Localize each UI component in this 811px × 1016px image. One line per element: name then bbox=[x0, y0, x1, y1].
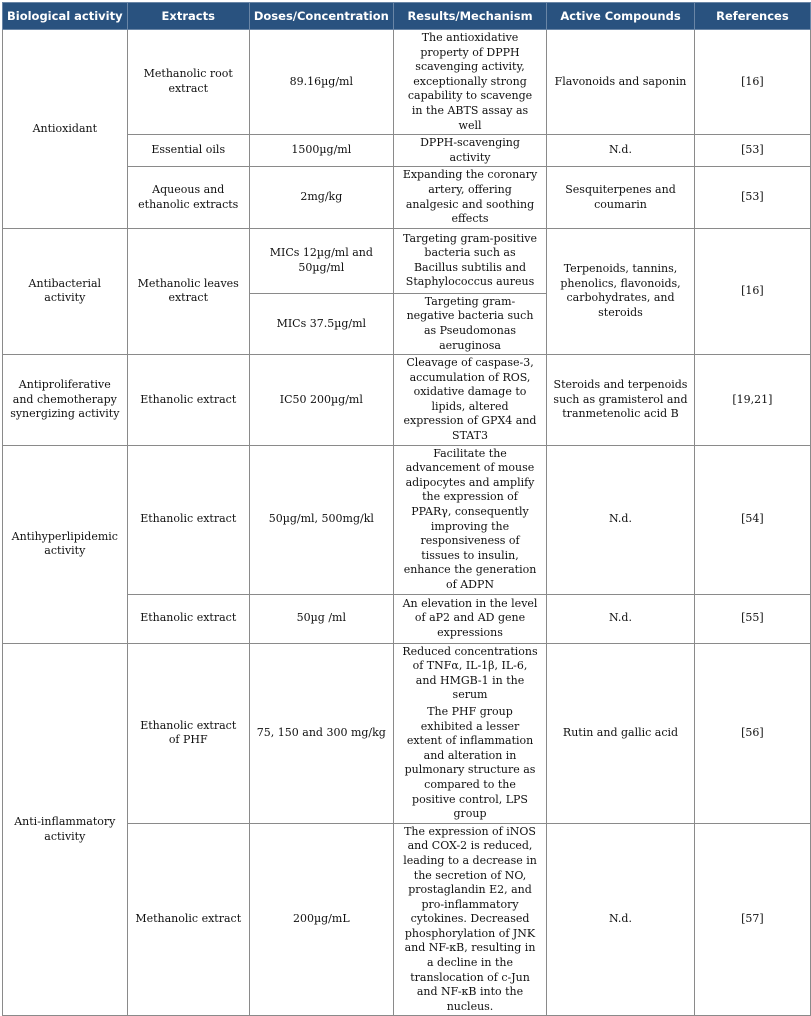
compounds-cell: N.d. bbox=[547, 135, 695, 167]
reference-cell: [54] bbox=[694, 445, 810, 594]
table-row bbox=[3, 445, 811, 594]
result-cell bbox=[393, 643, 546, 823]
compounds-cell: Sesquiterpenes and coumarin bbox=[547, 167, 695, 228]
result-cell: Targeting gram-positive bacteria such as Bacillus subtilis and Staphylococcus aureus bbox=[393, 228, 546, 293]
result-cell: An elevation in the level of aP2 and AD gene expressions bbox=[393, 594, 546, 643]
reference-cell: [16] bbox=[694, 30, 810, 135]
activity-cell: Antihyperlipidemic activity bbox=[3, 445, 128, 643]
header-row bbox=[3, 3, 811, 30]
header-doses: Doses/Concentration bbox=[249, 3, 393, 30]
extract-cell: Methanolic root extract bbox=[127, 30, 249, 135]
result-cell: DPPH-scavenging activity bbox=[393, 135, 546, 167]
header-biological-activity: Biological activity bbox=[3, 3, 128, 30]
dose-cell: 50µg /ml bbox=[249, 594, 393, 643]
extract-cell: Methanolic extract bbox=[127, 823, 249, 1016]
dose-cell: 75, 150 and 300 mg/kg bbox=[249, 643, 393, 823]
table-row bbox=[3, 643, 811, 823]
extract-cell: Ethanolic extract bbox=[127, 594, 249, 643]
compounds-cell: Steroids and terpenoids such as gramisterol and tranmetenolic acid B bbox=[547, 355, 695, 446]
compounds-cell: Rutin and gallic acid bbox=[547, 643, 695, 823]
reference-cell: [55] bbox=[694, 594, 810, 643]
reference-cell: [19,21] bbox=[694, 355, 810, 446]
activity-cell: Antibacterial activity bbox=[3, 228, 128, 354]
dose-cell: 89.16µg/ml bbox=[249, 30, 393, 135]
extract-cell: Essential oils bbox=[127, 135, 249, 167]
result-cell: Targeting gram-negative bacteria such as Pseudomonas aeruginosa bbox=[393, 293, 546, 354]
dose-cell: 2mg/kg bbox=[249, 167, 393, 228]
compounds-cell: N.d. bbox=[547, 823, 695, 1016]
reference-cell: [53] bbox=[694, 135, 810, 167]
reference-cell: [57] bbox=[694, 823, 810, 1016]
extract-cell: Ethanolic extract bbox=[127, 355, 249, 446]
compounds-cell: Terpenoids, tannins, phenolics, flavonoids, carbohydrates, and steroids bbox=[547, 228, 695, 354]
table-row bbox=[3, 355, 811, 446]
dose-cell: MICs 12µg/ml and 50µg/ml bbox=[249, 228, 393, 293]
activity-cell: Antioxidant bbox=[3, 30, 128, 229]
table-row bbox=[3, 30, 811, 135]
result-cell: The expression of iNOS and COX-2 is reduced, leading to a decrease in the secretion of NO, prostaglandin E2, and pro-inflammatory cytokines. Decreased phosphorylation of JNK and NF-κB, resulting in a decline in the translocation of c-Jun and NF-κB into the nucleus. bbox=[393, 823, 546, 1016]
extract-cell: Aqueous and ethanolic extracts bbox=[127, 167, 249, 228]
compounds-cell: N.d. bbox=[547, 594, 695, 643]
dose-cell: IC50 200µg/ml bbox=[249, 355, 393, 446]
dose-cell: 1500µg/ml bbox=[249, 135, 393, 167]
activity-cell: Anti-inflammatory activity bbox=[3, 643, 128, 1016]
dose-cell: 50µg/ml, 500mg/kl bbox=[249, 445, 393, 594]
result-cell: Expanding the coronary artery, offering analgesic and soothing effects bbox=[393, 167, 546, 228]
compounds-cell: N.d. bbox=[547, 445, 695, 594]
table-row bbox=[3, 228, 811, 293]
header-extracts: Extracts bbox=[127, 3, 249, 30]
result-text-a: Reduced concentrations of TNFα, IL-1β, IL-6, and HMGB-1 in the serum bbox=[402, 644, 538, 702]
reference-cell: [53] bbox=[694, 167, 810, 228]
result-cell: The antioxidative property of DPPH scavenging activity, exceptionally strong capability to scavenge in the ABTS assay as well bbox=[393, 30, 546, 135]
extract-cell: Methanolic leaves extract bbox=[127, 228, 249, 354]
reference-cell: [16] bbox=[694, 228, 810, 354]
compounds-cell: Flavonoids and saponin bbox=[547, 30, 695, 135]
header-results: Results/Mechanism bbox=[393, 3, 546, 30]
result-cell: Cleavage of caspase-3, accumulation of ROS, oxidative damage to lipids, altered expression of GPX4 and STAT3 bbox=[393, 355, 546, 446]
extract-cell: Ethanolic extract bbox=[127, 445, 249, 594]
dose-cell: 200µg/mL bbox=[249, 823, 393, 1016]
extract-cell: Ethanolic extract of PHF bbox=[127, 643, 249, 823]
result-text-b: The PHF group exhibited a lesser extent of inflammation and alteration in pulmonary structure as compared to the positive control, LPS group bbox=[404, 704, 536, 821]
header-references: References bbox=[694, 3, 810, 30]
result-cell: Facilitate the advancement of mouse adipocytes and amplify the expression of PPARγ, consequently improving the responsiveness of tissues to insulin, enhance the generation of ADPN bbox=[393, 445, 546, 594]
activity-cell: Antiproliferative and chemotherapy synergizing activity bbox=[3, 355, 128, 446]
dose-cell: MICs 37.5µg/ml bbox=[249, 293, 393, 354]
header-active-compounds: Active Compounds bbox=[547, 3, 695, 30]
reference-cell: [56] bbox=[694, 643, 810, 823]
biological-activity-table bbox=[2, 2, 811, 1016]
